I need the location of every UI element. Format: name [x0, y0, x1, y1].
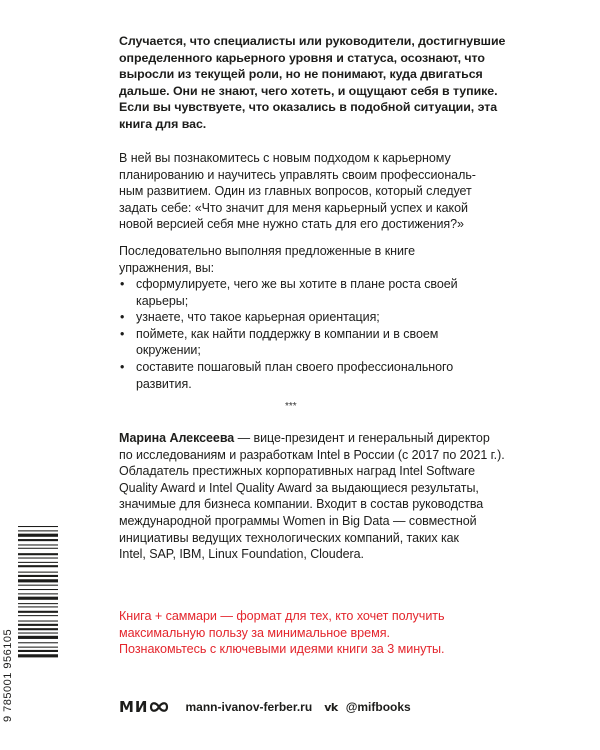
barcode-bar: [18, 621, 58, 622]
barcode-bar: [18, 553, 58, 555]
list-item-line: карьеры;: [136, 293, 189, 308]
barcode-bar: [18, 642, 58, 643]
intro-line: Случается, что специалисты или руководители, достигнувшие: [119, 34, 506, 48]
approach-line: задать себе: «Что значит для меня карьерный успех и какой: [119, 200, 468, 215]
social-handle: @mifbooks: [345, 700, 411, 714]
barcode-bar: [18, 603, 58, 604]
author-name: Марина Алексеева: [119, 431, 235, 445]
publisher-website: mann-ivanov-ferber.ru: [185, 700, 313, 714]
approach-line: ным развитием. Один из главных вопросов, который следует: [119, 184, 472, 199]
author-bio-line: Intel, SAP, IBM, Linux Foundation, Cloudera.: [119, 547, 364, 562]
author-bio-line: Quality Award и Intel Quality Award за выдающиеся результаты,: [119, 480, 479, 495]
author-bio-line: значимые для бизнеса компании. Входит в состав руководства: [119, 497, 484, 512]
barcode-bar: [18, 650, 58, 652]
barcode-bar: [18, 593, 58, 594]
barcode-bar: [18, 589, 58, 590]
intro-paragraph: [119, 33, 506, 133]
barcode-bar: [18, 611, 58, 613]
publisher-footer: [119, 696, 411, 718]
barcode-bar: [18, 534, 58, 537]
intro-line: определенного карьерного уровня и статуса, осознают, что: [119, 50, 485, 65]
barcode-bar: [18, 654, 58, 657]
promo-line: Книга + саммари — формат для тех, кто хочет получить: [119, 609, 445, 623]
list-item: [119, 326, 499, 359]
intro-line: дальше. Они не знают, чего хотеть, и ощущают себя в тупике.: [119, 83, 498, 98]
list-item: [119, 359, 499, 392]
barcode-bar: [18, 558, 58, 559]
barcode-bar: [18, 615, 58, 616]
barcode-bar: [18, 647, 58, 648]
list-item-line: • узнаете, что такое карьерная ориентация;: [136, 310, 380, 325]
intro-line: Если вы чувствуете, что оказались в подобной ситуации, эта: [119, 100, 498, 115]
list-item-line: • поймете, как найти поддержку в компании и в своем: [136, 326, 439, 341]
intro-line: выросли из текущей роли, но не понимают, куда двигаться: [119, 67, 483, 82]
publisher-logo: [119, 698, 169, 716]
list-item: [119, 276, 499, 309]
exercises-intro-line: упражнения, вы:: [119, 260, 215, 275]
barcode-bar: [18, 572, 58, 573]
list-item-line: • составите пошаговый план своего профессионального: [136, 359, 454, 374]
list-item-line: окружении;: [136, 343, 201, 358]
barcode-bar: [18, 597, 58, 600]
vk-icon: vk: [324, 700, 338, 714]
author-role: — вице-президент и генеральный директор: [234, 431, 490, 445]
barcode-bar: [18, 562, 58, 563]
publisher-logo-text: МИ: [119, 698, 149, 716]
promo-line: максимальную пользу за минимальное время.: [119, 625, 390, 640]
barcode-bar: [18, 628, 58, 630]
approach-line: В ней вы познакомитесь с новым подходом к карьерному: [119, 151, 451, 165]
author-bio-first-line: [119, 430, 499, 447]
barcode-bar: [18, 606, 58, 607]
barcode-bar: [18, 585, 58, 586]
barcode-bar: [18, 624, 58, 626]
infinity-icon: [149, 701, 169, 713]
author-bio-line: международной программы Women in Big Data — совместной: [119, 513, 477, 528]
section-separator: ***: [285, 401, 297, 412]
author-bio-line: Обладатель престижных корпоративных наград Intel Software: [119, 464, 476, 479]
author-bio-line: инициативы ведущих технологических компаний, таких как: [119, 530, 459, 545]
author-bio: [119, 430, 505, 563]
exercises-intro-line: Последовательно выполняя предложенные в книге: [119, 244, 416, 258]
approach-line: новой версией себя мне нужно стать для его достижения?»: [119, 217, 464, 232]
promo-line: Познакомьтесь с ключевыми идеями книги за 3 минуты.: [119, 642, 445, 657]
barcode-digits: 9 785001 956105: [2, 628, 14, 722]
barcode-bars: [18, 526, 58, 657]
barcode-bar: [18, 633, 58, 634]
exercises-intro: [119, 243, 499, 276]
barcode-bar: [18, 579, 58, 582]
barcode-bar: [18, 544, 58, 545]
approach-line: планированию и научитесь управлять своим профессиональ-: [119, 167, 476, 182]
promo-text: [119, 608, 499, 658]
barcode-bar: [18, 539, 58, 541]
approach-paragraph: [119, 150, 499, 233]
barcode-bar: [18, 575, 58, 577]
list-item: [119, 309, 499, 326]
barcode-bar: [18, 530, 58, 531]
barcode-bar: [18, 565, 58, 567]
exercises-list: [119, 276, 499, 392]
author-bio-line: по исследованиям и разработкам Intel в России (с 2017 по 2021 г.).: [119, 447, 505, 462]
list-item-line: • сформулируете, чего же вы хотите в плане роста своей: [136, 277, 458, 291]
intro-line: книга для вас.: [119, 116, 207, 131]
barcode-bar: [18, 636, 58, 639]
barcode-bar: [18, 526, 58, 527]
barcode-bar: [18, 548, 58, 549]
list-item-line: развития.: [136, 376, 192, 391]
isbn-barcode: [0, 520, 58, 730]
